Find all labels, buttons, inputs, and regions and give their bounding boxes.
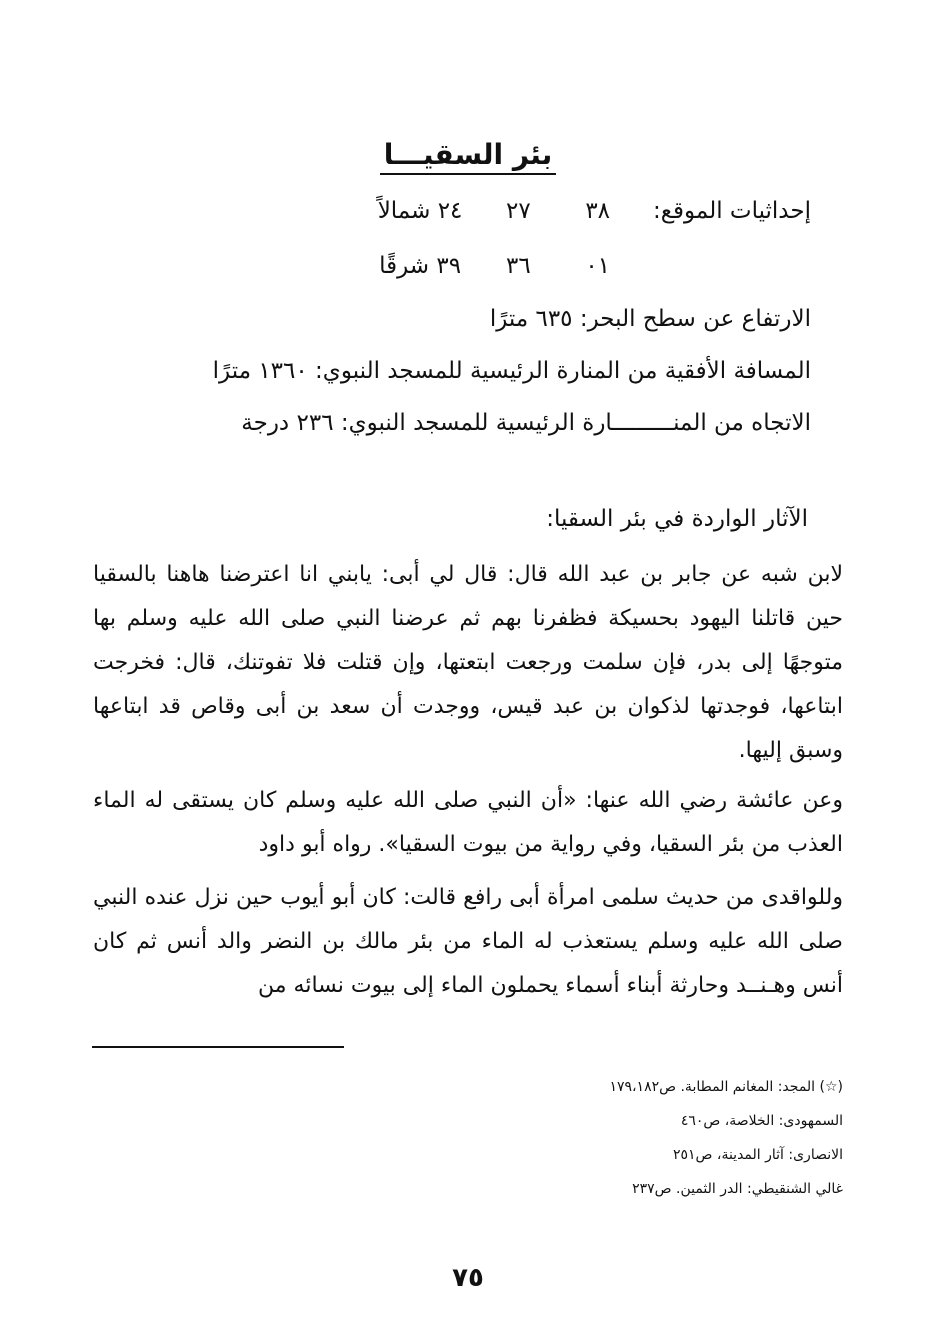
direction-line: الاتجاه من المنـــــــــارة الرئيسية للمسجد النبوي: ٢٣٦ درجة [241, 410, 811, 436]
coord-east-minutes: ٣٦ [506, 253, 531, 279]
horizontal-distance-line: المسافة الأفقية من المنارة الرئيسية للمسجد النبوي: ١٣٦٠ مترًا [212, 358, 811, 384]
footnotes [443, 1070, 843, 1206]
coord-east-degrees: ٣٩ شرقًا [379, 253, 462, 279]
paragraph-waqidi: وللواقدى من حديث سلمى امرأة أبى رافع قالت: كان أبو أيوب حين نزل عنده النبي صلى الله عليه وسلم يستعذب له الماء من بئر مالك بن النضر والد أنس ثم كان أنس وهـنــد وحارثة أبناء أسماء يحملون الماء إلى بيوت نسائه من [93, 885, 843, 998]
coord-north-minutes: ٢٧ [506, 198, 531, 224]
section-heading: الآثار الواردة في بئر السقيا: [546, 506, 808, 532]
coord-north-degrees: ٢٤ شمالاً [377, 198, 463, 224]
coord-east-seconds: ٠١ [585, 253, 611, 279]
coordinates-north [120, 198, 811, 224]
coord-north-seconds: ٣٨ [585, 198, 611, 224]
elevation-line: الارتفاع عن سطح البحر: ٦٣٥ مترًا [489, 306, 811, 332]
paragraph-ibn-shabba: لابن شبه عن جابر بن عبد الله قال: قال لي أبى: يابني انا اعترضنا هاهنا بالسقيا حين قاتلنا اليهود بحسيكة فظفرنا بهم ثم عرضنا النبي صلى الله عليه وسلم بها متوجهًا إلى بدر، فإن سلمت ورجعت ابتعتها، وإن قتلت فلا تفوتنك، قال: فخرجت ابتاعها، فوجدتها لذكوان بن عبد قيس، ووجدت أن سعد بن أبى وقاص قد ابتاعها وسبق إليها. [93, 562, 843, 763]
page-title [0, 138, 936, 171]
coordinates-east [120, 253, 811, 279]
footnote-item: (☆) المجد: المغانم المطابة. ص١٧٩،١٨٢ [609, 1079, 843, 1095]
page-number: ٧٥ [452, 1263, 484, 1293]
footnote-divider [92, 1046, 344, 1048]
footnote-item: الانصارى: آثار المدينة، ص٢٥١ [672, 1147, 843, 1163]
paragraph-aisha: وعن عائشة رضي الله عنها: «أن النبي صلى الله عليه وسلم كان يستقى له الماء العذب من بئر السقيا، وفي رواية من بيوت السقيا». رواه أبو داود [93, 788, 843, 857]
page-title-text: بئر السقيـــا [380, 138, 557, 175]
coordinates-label: إحداثيات الموقع: [653, 198, 811, 224]
footnote-item: السمهودى: الخلاصة، ص٤٦٠ [680, 1113, 843, 1129]
footnote-item: غالي الشنقيطي: الدر الثمين. ص٢٣٧ [632, 1181, 843, 1197]
